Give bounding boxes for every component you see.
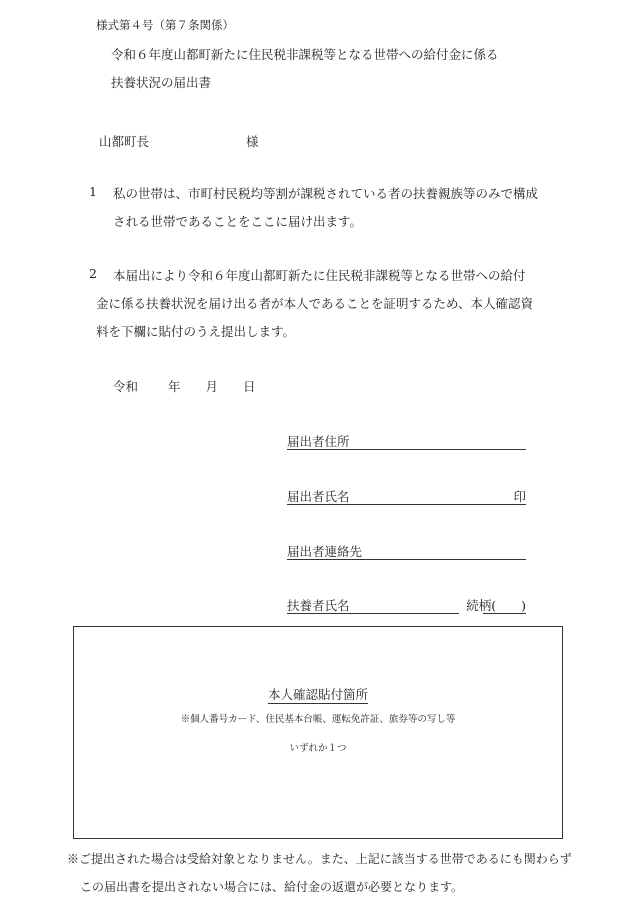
paragraph-2-line-1: 本届出により令和６年度山都町新たに住民税非課税等となる世帯への給付 bbox=[113, 268, 526, 283]
id-box-title-text: 本人確認貼付箇所 bbox=[267, 687, 368, 702]
relationship-underline bbox=[483, 613, 526, 614]
date-year: 年 bbox=[168, 379, 181, 394]
footer-note-line1: ※ご提出された場合は受給対象となりません。また、上記に該当する世帯であるにも関わらず bbox=[67, 852, 572, 866]
date-era: 令和 bbox=[113, 379, 139, 394]
footer-note-line2: この届出書を提出されない場合には、給付金の返還が必要となります。 bbox=[80, 880, 464, 894]
id-box-note-line1: ※個人番号カード、住民基本台帳、運転免許証、旅券等の写し等 bbox=[180, 714, 456, 725]
dependent-label: 扶養者氏名 bbox=[287, 598, 350, 613]
contact-label: 届出者連絡先 bbox=[287, 544, 363, 559]
name-field[interactable] bbox=[287, 487, 526, 505]
contact-field[interactable] bbox=[287, 542, 526, 560]
date-line bbox=[113, 377, 256, 395]
paragraph-1-number: 1 bbox=[89, 184, 97, 199]
dependent-underline bbox=[287, 613, 459, 614]
address-label: 届出者住所 bbox=[287, 434, 350, 449]
form-number: 様式第４号（第７条関係） bbox=[96, 18, 234, 32]
paragraph-1-line-1: 私の世帯は、市町村民税均等割が課税されている者の扶養親族等のみで構成 bbox=[113, 186, 539, 201]
paragraph-1-line-2: される世帯であることをここに届け出ます。 bbox=[113, 214, 363, 229]
name-label: 届出者氏名 bbox=[287, 489, 350, 504]
address-field[interactable] bbox=[287, 432, 526, 450]
dependent-field[interactable] bbox=[287, 596, 526, 613]
id-box-title bbox=[74, 685, 562, 703]
id-box-note-line2: いずれか１つ bbox=[289, 743, 347, 754]
addressee-name: 山都町長 bbox=[99, 134, 150, 149]
addressee-honorific: 様 bbox=[246, 134, 259, 149]
relationship-label: 続柄( ) bbox=[466, 598, 526, 613]
paragraph-2-line-3: 料を下欄に貼付のうえ提出します。 bbox=[96, 324, 296, 339]
paragraph-2-line-2: 金に係る扶養状況を届け出る者が本人であることを証明するため、本人確認資 bbox=[96, 296, 534, 311]
document-title-line1: 令和６年度山都町新たに住民税非課税等となる世帯への給付金に係る bbox=[111, 47, 499, 62]
seal-mark: 印 bbox=[513, 489, 526, 504]
date-month: 月 bbox=[205, 379, 219, 394]
paragraph-2-number: 2 bbox=[89, 266, 97, 281]
id-document-attachment-box bbox=[73, 626, 563, 839]
date-day: 日 bbox=[243, 379, 256, 394]
document-title-line2: 扶養状況の届出書 bbox=[111, 75, 212, 90]
